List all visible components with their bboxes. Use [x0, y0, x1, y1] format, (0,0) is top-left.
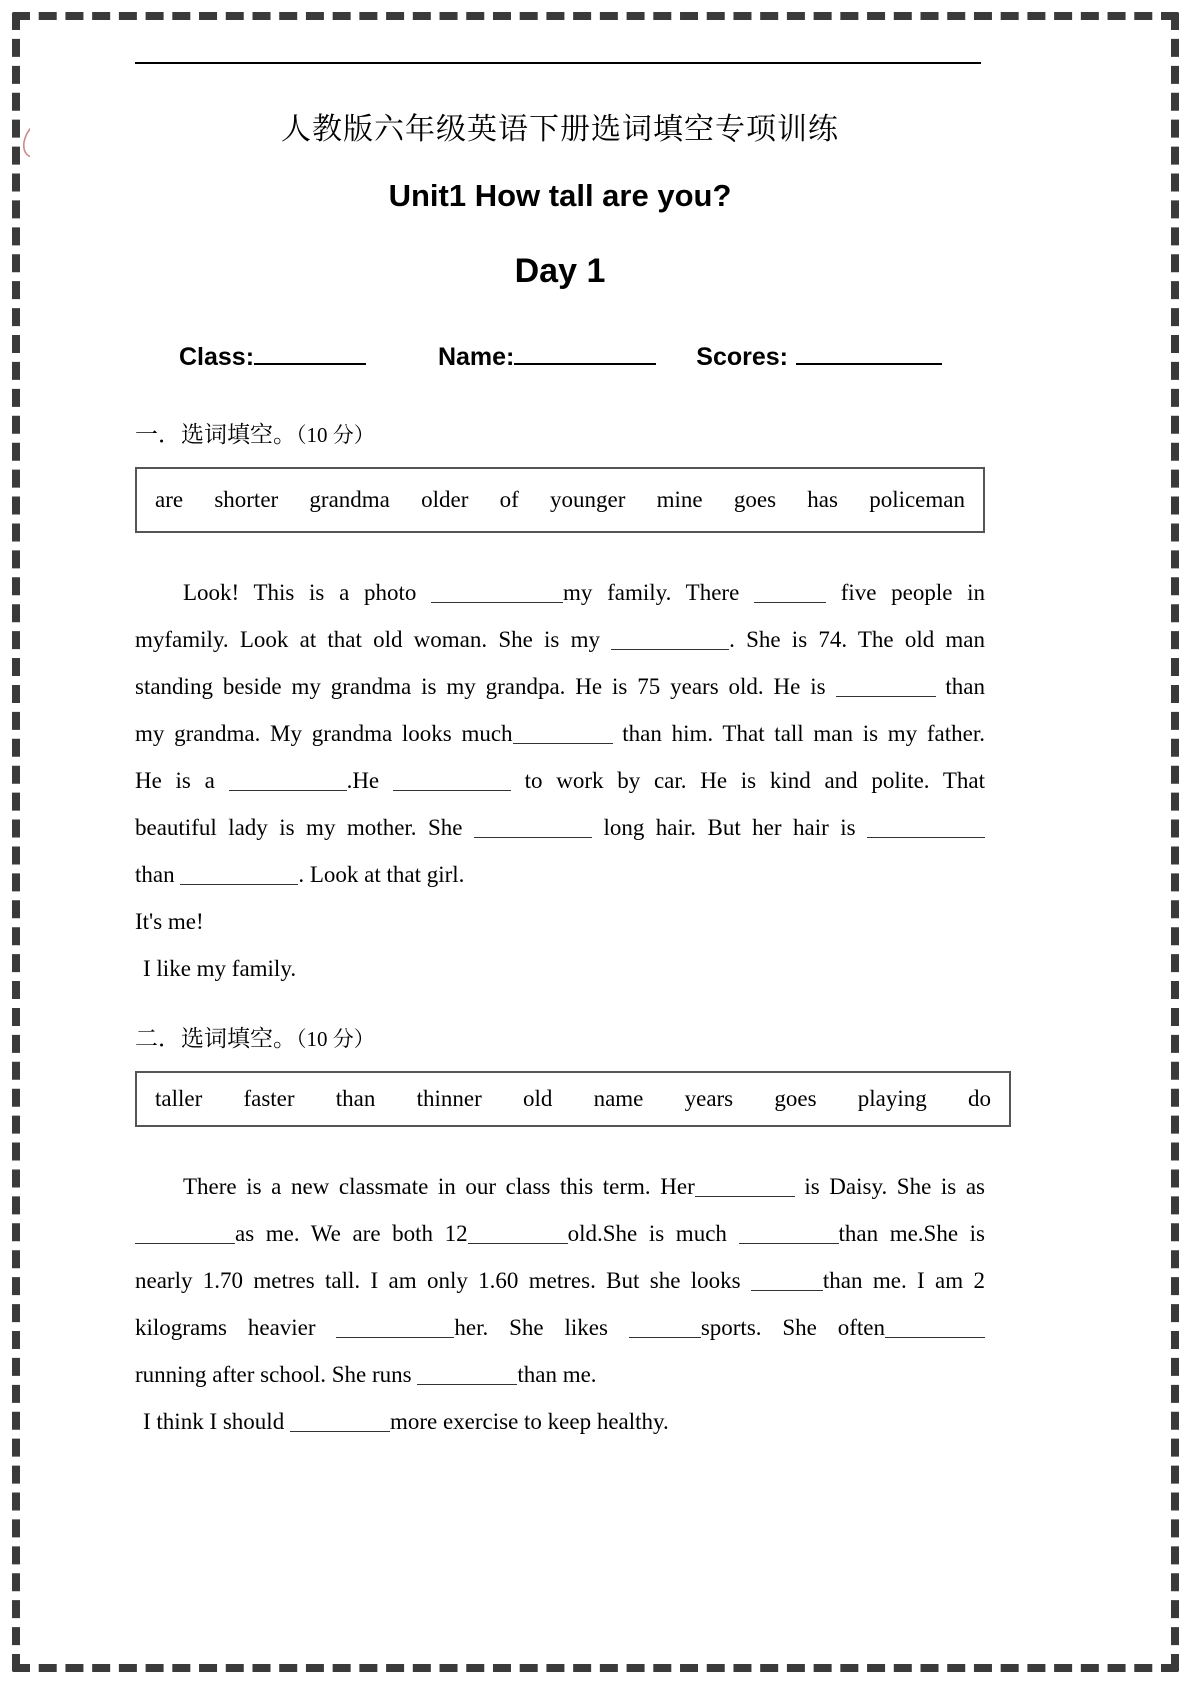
passage-text: five people in: [840, 580, 986, 605]
passage-text: old.She is much: [567, 1221, 727, 1246]
passage-two-line: [135, 1398, 985, 1445]
answer-blank[interactable]: [836, 676, 936, 697]
name-label: Name:: [437, 343, 515, 371]
passage-text: more exercise to keep healthy.: [389, 1409, 669, 1434]
section-two-heading-text: 二．选词填空。: [135, 1025, 296, 1051]
passage-text: I think I should: [143, 1409, 285, 1434]
word-bank-item[interactable]: grandma: [309, 487, 390, 512]
word-bank-item[interactable]: years: [684, 1086, 734, 1111]
passage-one-line: [135, 804, 985, 851]
page-title-chinese: 人教版六年级英语下册选词填空专项训练: [281, 113, 839, 146]
passage-text: is Daisy. She is as: [804, 1174, 986, 1199]
passage-text: beautiful lady is my mother. She: [135, 815, 463, 840]
passage-text: long hair. But her hair is: [603, 815, 856, 840]
passage-one-line: [135, 757, 985, 804]
passage-text: .He: [346, 768, 380, 793]
answer-blank[interactable]: [885, 1317, 985, 1338]
section-two-points: （10 分）: [296, 1027, 375, 1051]
word-bank-item[interactable]: has: [807, 487, 838, 512]
word-bank-item[interactable]: of: [499, 487, 519, 512]
word-bank-item[interactable]: taller: [155, 1086, 203, 1111]
header-rule: [135, 62, 981, 64]
word-bank-item[interactable]: thinner: [416, 1086, 482, 1111]
passage-text: . She is 74. The old man: [729, 627, 986, 652]
passage-text: standing beside my grandma is my grandpa. He is 75 years old. He is: [135, 674, 826, 699]
passage-text: sports. She often: [700, 1315, 886, 1340]
passage-two-line: [135, 1351, 985, 1398]
passage-text: my family. There: [563, 580, 740, 605]
answer-blank[interactable]: [180, 864, 298, 885]
passage-text: . Look at that girl.: [298, 862, 465, 887]
answer-blank[interactable]: [417, 1364, 517, 1385]
passage-one-line: [135, 945, 985, 992]
passage-text: Look! This is a photo: [183, 580, 417, 605]
passage-one: [135, 569, 985, 992]
answer-blank[interactable]: [474, 817, 592, 838]
answer-blank[interactable]: [867, 817, 985, 838]
class-label: Class:: [179, 343, 255, 371]
passage-text: my grandma. My grandma looks much: [135, 721, 513, 746]
passage-text: than me. I am 2: [822, 1268, 985, 1293]
answer-blank[interactable]: [695, 1176, 795, 1197]
word-bank-item[interactable]: policeman: [869, 487, 965, 512]
page-title-unit: Unit1 How tall are you?: [388, 178, 732, 213]
passage-text: than me.She is: [838, 1221, 985, 1246]
answer-blank[interactable]: [229, 770, 347, 791]
passage-text: than me.: [517, 1362, 597, 1387]
passage-one-line: [135, 851, 985, 898]
page-title-day: Day 1: [514, 252, 606, 290]
word-bank-item[interactable]: faster: [243, 1086, 295, 1111]
passage-one-line: [135, 569, 985, 616]
passage-text: than him. That tall man is my father.: [622, 721, 985, 746]
word-bank-item[interactable]: goes: [774, 1086, 817, 1111]
passage-text: her. She likes: [454, 1315, 608, 1340]
passage-text: It's me!: [135, 909, 204, 934]
passage-text: as me. We are both 12: [235, 1221, 468, 1246]
scores-label: Scores:: [696, 343, 788, 371]
answer-blank[interactable]: [468, 1223, 568, 1244]
word-bank-item[interactable]: mine: [656, 487, 703, 512]
word-bank-item[interactable]: shorter: [214, 487, 279, 512]
passage-text: nearly 1.70 metres tall. I am only 1.60 metres. But she looks: [135, 1268, 741, 1293]
word-bank-item[interactable]: old: [522, 1086, 553, 1111]
answer-blank[interactable]: [513, 723, 613, 744]
passage-two-line: [135, 1257, 985, 1304]
answer-blank[interactable]: [135, 1223, 235, 1244]
word-bank-item[interactable]: name: [593, 1086, 644, 1111]
passage-two-line: [135, 1163, 985, 1210]
scores-input-blank[interactable]: [796, 363, 942, 365]
worksheet-sheet: [30, 26, 1161, 1658]
answer-blank[interactable]: [611, 629, 729, 650]
passage-one-line: [135, 710, 985, 757]
answer-blank[interactable]: [290, 1411, 390, 1432]
passage-one-line: [135, 616, 985, 663]
word-bank-item[interactable]: goes: [733, 487, 777, 512]
word-bank-item[interactable]: younger: [550, 487, 626, 512]
name-input-blank[interactable]: [514, 363, 656, 365]
word-bank-one: [135, 467, 985, 533]
passage-text: than: [945, 674, 985, 699]
passage-text: than: [135, 862, 175, 887]
passage-text: running after school. She runs: [135, 1362, 412, 1387]
passage-text: I like my family.: [143, 956, 297, 981]
word-bank-item[interactable]: do: [967, 1086, 991, 1111]
passage-text: to work by car. He is kind and polite. That: [524, 768, 986, 793]
passage-two: [135, 1163, 985, 1445]
answer-blank[interactable]: [393, 770, 511, 791]
worksheet-content: [135, 44, 991, 1445]
section-one-heading-text: 一．选词填空。: [135, 421, 296, 447]
passage-text: kilograms heavier: [135, 1315, 316, 1340]
passage-text: There is a new classmate in our class this term. Her: [183, 1174, 695, 1199]
word-bank-item[interactable]: are: [155, 487, 184, 512]
passage-one-line: [135, 663, 985, 710]
passage-two-line: [135, 1210, 985, 1257]
word-bank-two: [135, 1071, 1011, 1127]
passage-text: myfamily. Look at that old woman. She is my: [135, 627, 600, 652]
class-input-blank[interactable]: [254, 363, 366, 365]
answer-blank[interactable]: [431, 582, 563, 603]
answer-blank[interactable]: [754, 582, 826, 603]
answer-blank[interactable]: [629, 1317, 701, 1338]
answer-blank[interactable]: [751, 1270, 823, 1291]
section-one-heading: [135, 416, 985, 449]
word-bank-item[interactable]: playing: [857, 1086, 927, 1111]
section-one-points: （10 分）: [296, 423, 375, 447]
word-bank-item[interactable]: than: [335, 1086, 376, 1111]
answer-blank[interactable]: [336, 1317, 454, 1338]
passage-text: He is a: [135, 768, 215, 793]
section-two-heading: [135, 1020, 985, 1053]
passage-two-line: [135, 1304, 985, 1351]
answer-blank[interactable]: [739, 1223, 839, 1244]
passage-one-line: [135, 898, 985, 945]
student-info-line: [135, 343, 985, 372]
word-bank-item[interactable]: older: [421, 487, 469, 512]
